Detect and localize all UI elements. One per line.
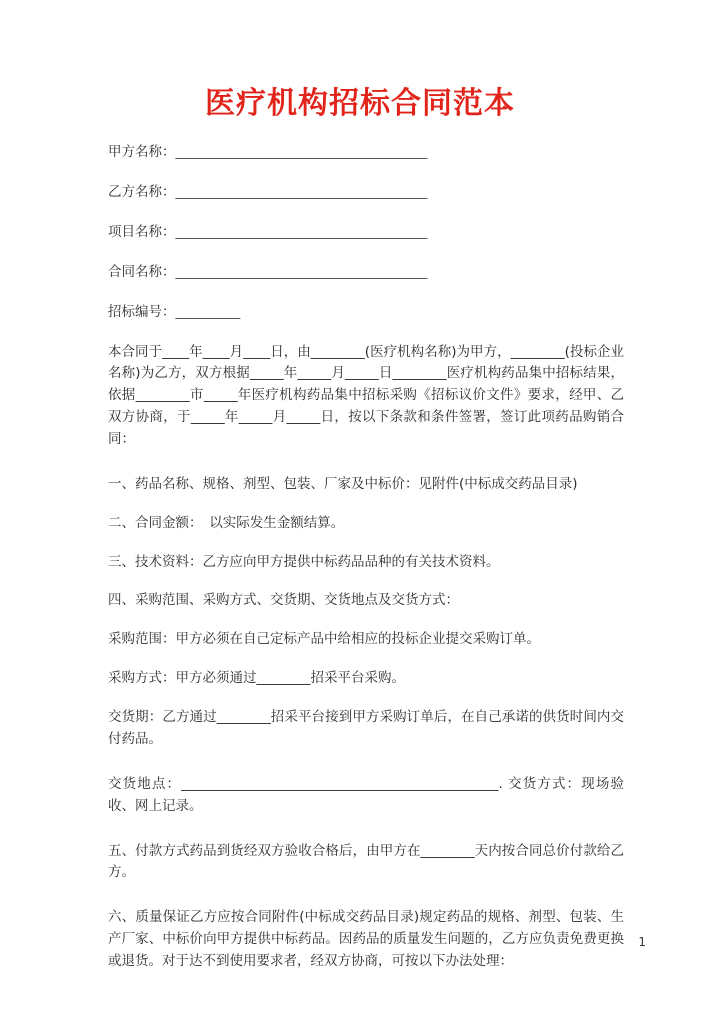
field-label-party-b: 乙方名称： — [108, 183, 176, 200]
field-blank-tender-number: __________ — [175, 303, 241, 320]
document-body — [108, 142, 624, 990]
delivery-period-paragraph: 交货期：乙方通过________招采平台接到甲方采购订单后，在自己承诺的供货时间内交付药品。 — [108, 709, 624, 747]
page-number: 1 — [638, 935, 646, 949]
field-row-project-name — [108, 222, 624, 243]
field-label-contract-name: 合同名称： — [108, 263, 176, 280]
field-row-tender-number — [108, 302, 624, 323]
field-blank-party-a: _______________________________________ — [175, 144, 428, 160]
scope-of-procurement-paragraph: 采购范围：甲方必须在自己定标产品中给相应的投标企业提交采购订单。 — [108, 631, 540, 648]
field-row-party-a — [108, 142, 624, 163]
clause-2-paragraph: 二、合同金额： 以实际发生金额结算。 — [108, 514, 345, 531]
field-blank-contract-name: _______________________________________ — [175, 263, 428, 280]
clause-5-paragraph: 五、付款方式药品到货经双方验收合格后，由甲方在________天内按合同总价付款给乙方。 — [108, 842, 624, 881]
field-blank-project-name: _______________________________________ — [175, 223, 428, 240]
field-row-party-b — [108, 182, 624, 203]
page-title: 医疗机构招标合同范本 — [205, 86, 515, 121]
preamble-paragraph: 本合同于____年____月____日，由________(医疗机构名称)为甲方，________(投标企业名称)为乙方，双方根据_____年_____月_____日________医疗机构药品集中招标结果，依据________市_____年医疗机构药品集中招标采购《招标议价文件》要求，经甲、乙双方协商，于_____年_____月_____日，按以下条款和条件签署，签订此项药品购销合同： — [108, 343, 624, 448]
field-label-project-name: 项目名称： — [108, 223, 176, 240]
field-row-contract-name — [108, 262, 624, 283]
field-blank-party-b: _______________________________________ — [175, 183, 428, 200]
method-of-procurement-paragraph: 采购方式：甲方必须通过________招采平台采购。 — [108, 670, 405, 687]
clause-6-paragraph: 六、质量保证乙方应按合同附件(中标成交药品目录)规定药品的规格、剂型、包装、生产厂家、中标价向甲方提供中标药品。因药品的质量发生问题的，乙方应负责免费更换或退货。对于达不到使用要求者，经双方协商，可按以下办法处理： — [108, 909, 624, 969]
field-label-party-a: 甲方名称： — [108, 144, 176, 160]
field-label-tender-number: 招标编号： — [108, 303, 176, 320]
delivery-location-paragraph: 交货地点：_______________________________________________. 交货方式：现场验收、网上记录。 — [108, 775, 624, 814]
clause-4-paragraph: 四、采购范围、采购方式、交货期、交货地点及交货方式： — [108, 592, 459, 609]
clause-1-paragraph: 一、药品名称、规格、剂型、包装、厂家及中标价：见附件(中标成交药品目录) — [108, 475, 578, 492]
clause-3-paragraph: 三、技术资料：乙方应向甲方提供中标药品品种的有关技术资料。 — [108, 553, 500, 570]
